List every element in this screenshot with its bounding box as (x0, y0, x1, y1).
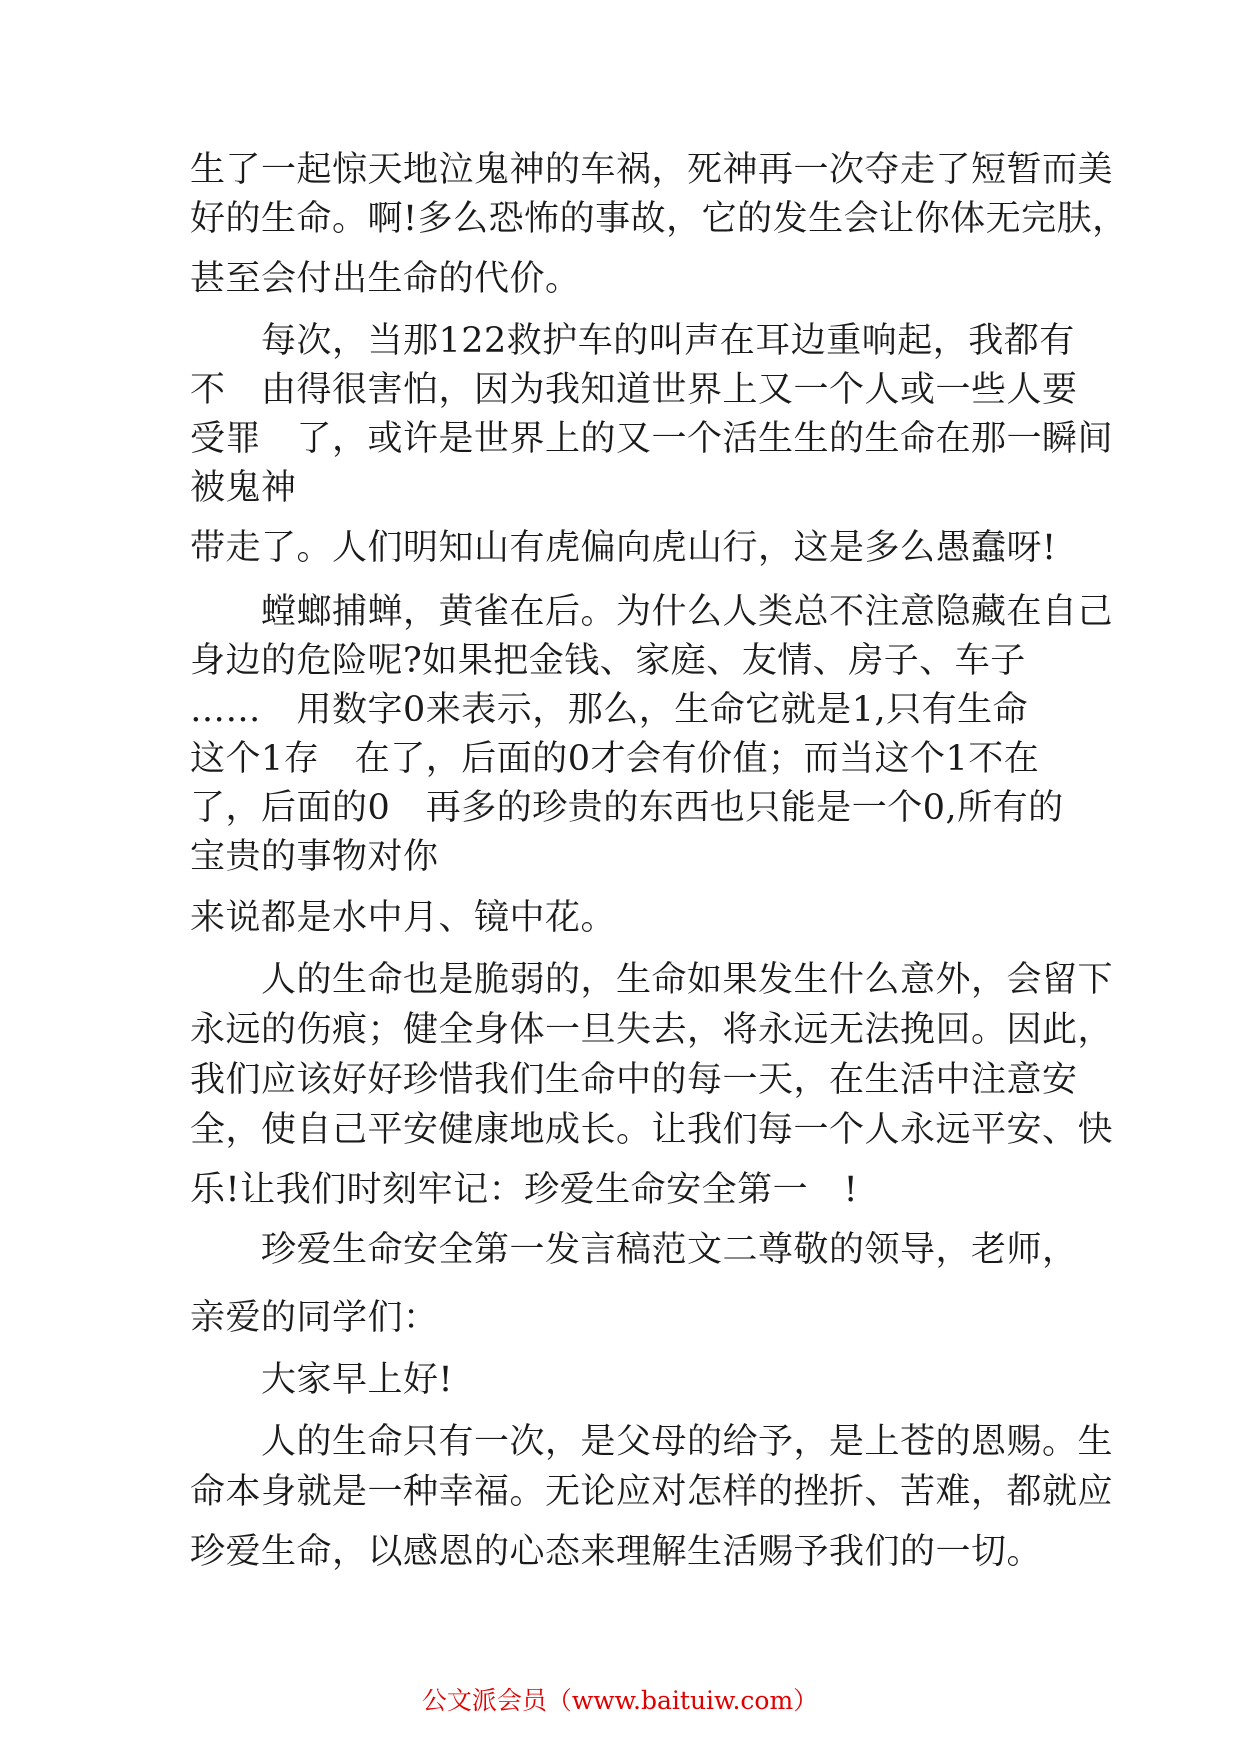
text-line-25: 命本身就是一种幸福。无论应对怎样的挫折、苦难，都就应 (190, 1472, 1114, 1512)
text-line-3: 甚至会付出生命的代价。 (190, 259, 581, 299)
text-line-12: 这个1存 在了，后面的0才会有价值；而当这个1不在 (190, 739, 1040, 779)
text-line-26: 珍爱生命，以感恩的心态来理解生活赐予我们的一切。 (190, 1532, 1043, 1572)
text-line-2: 好的生命。啊!多么恐怖的事故，它的发生会让你体无完肤， (190, 199, 1128, 239)
footer-watermark: 公文派会员（www.baituiw.com） (421, 1686, 819, 1715)
text-line-13: 了，后面的0 再多的珍贵的东西也只能是一个0,所有的 (190, 788, 1064, 828)
text-line-11: …… 用数字0来表示，那么，生命它就是1,只有生命 (190, 690, 1029, 730)
text-line-15: 来说都是水中月、镜中花。 (190, 898, 617, 938)
text-line-9: 螳螂捕蝉，黄雀在后。为什么人类总不注意隐藏在自己 (190, 592, 1114, 632)
text-line-23: 大家早上好! (190, 1360, 454, 1400)
text-line-14: 宝贵的事物对你 (190, 837, 439, 877)
text-line-7: 被鬼神 (190, 468, 297, 508)
text-line-21: 珍爱生命安全第一发言稿范文二尊敬的领导，老师， (190, 1230, 1078, 1270)
text-line-8: 带走了。人们明知山有虎偏向虎山行，这是多么愚蠢呀! (190, 528, 1057, 568)
text-line-4: 每次，当那122救护车的叫声在耳边重响起，我都有 (190, 321, 1075, 361)
text-line-18: 我们应该好好珍惜我们生命中的每一天，在生活中注意安 (190, 1060, 1078, 1100)
text-line-17: 永远的伤痕；健全身体一旦失去，将永远无法挽回。因此， (190, 1010, 1114, 1050)
text-line-20: 乐!让我们时刻牢记：珍爱生命安全第一 ! (190, 1170, 859, 1210)
text-line-24: 人的生命只有一次，是父母的给予，是上苍的恩赐。生 (190, 1422, 1114, 1462)
text-line-6: 受罪 了，或许是世界上的又一个活生生的生命在那一瞬间 (190, 419, 1114, 459)
text-line-5: 不 由得很害怕，因为我知道世界上又一个人或一些人要 (190, 370, 1078, 410)
text-line-16: 人的生命也是脆弱的，生命如果发生什么意外，会留下 (190, 960, 1114, 1000)
text-line-10: 身边的危险呢?如果把金钱、家庭、友情、房子、车子 (190, 641, 1026, 681)
text-line-19: 全，使自己平安健康地成长。让我们每一个人永远平安、快 (190, 1110, 1114, 1150)
text-line-22: 亲爱的同学们： (190, 1298, 439, 1338)
text-line-1: 生了一起惊天地泣鬼神的车祸，死神再一次夺走了短暂而美 (190, 150, 1114, 190)
